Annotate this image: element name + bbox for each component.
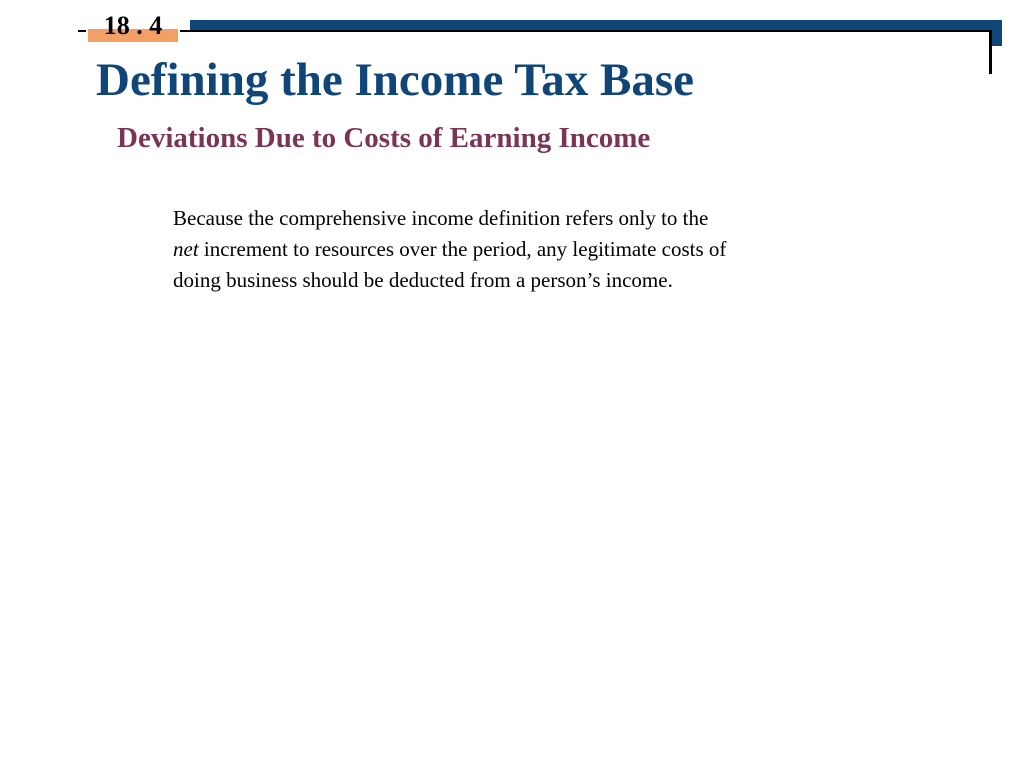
- header-right-vertical-rule: [989, 30, 992, 74]
- header-rule: [186, 30, 990, 32]
- header-right-block: [992, 20, 1002, 46]
- slide-number-dash-left: [78, 30, 86, 32]
- body-emphasis-net: net: [173, 237, 199, 261]
- slide-subtitle: Deviations Due to Costs of Earning Income: [117, 122, 651, 154]
- body-line-2: increment to resources over the period, any legitimate costs of: [198, 237, 727, 261]
- body-line-1: Because the comprehensive income definition refers only to the: [173, 206, 709, 230]
- slide-title: Defining the Income Tax Base: [96, 54, 694, 106]
- body-paragraph: [173, 203, 873, 296]
- slide-number-dash-right: [180, 30, 188, 32]
- slide-number-badge: [78, 10, 188, 42]
- body-line-3: doing business should be deducted from a person’s income.: [173, 268, 673, 292]
- slide-number: 18 . 4: [103, 11, 163, 40]
